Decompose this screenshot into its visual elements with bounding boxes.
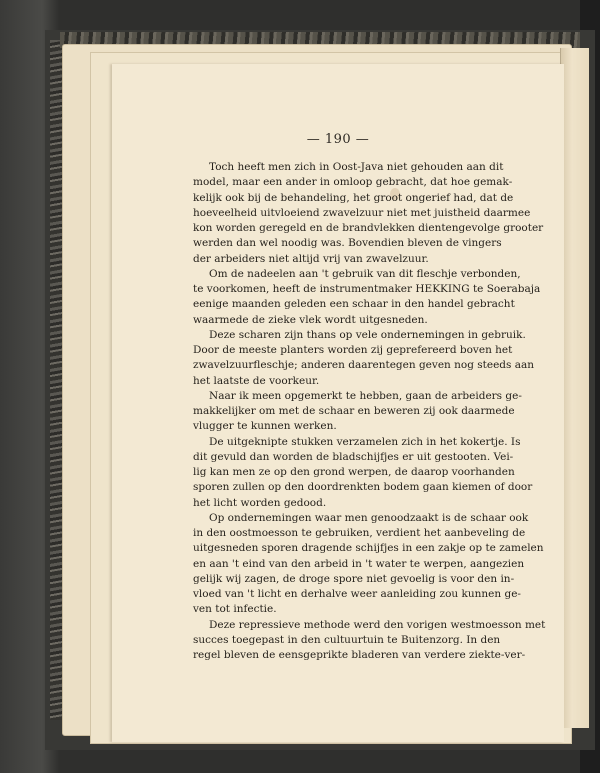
text-line: in den oostmoesson te gebruiken, verdient het aanbeveling de	[193, 527, 526, 539]
text-line: Deze repressieve methode werd den vorigen westmoesson met	[209, 618, 546, 631]
text-line: Deze scharen zijn thans op vele ondernemingen in gebruik.	[209, 328, 526, 341]
text-line: model, maar een ander in omloop gebracht, dat hoe gemak-	[193, 176, 513, 189]
text-line: succes toegepast in den cultuurtuin te Buitenzorg. In den	[193, 633, 501, 646]
text-line: vlugger te kunnen werken.	[193, 420, 337, 433]
facing-page-edge	[560, 48, 589, 728]
text-line: der arbeiders niet altijd vrij van zwavelzuur.	[193, 252, 429, 265]
text-line: makkelijker om met de schaar en beweren zij ook daarmede	[193, 405, 515, 417]
text-line: gelijk wij zagen, de droge spore niet gevoelig is voor den in-	[193, 572, 515, 585]
text-line: Naar ik meen opgemerkt te hebben, gaan de arbeiders ge-	[209, 389, 522, 402]
text-line: sporen zullen op den doordrenkten bodem gaan kiemen of door	[193, 481, 533, 494]
text-line: eenige maanden geleden een schaar in den handel gebracht	[193, 298, 515, 311]
text-line: Om de nadeelen aan 't gebruik van dit fleschje verbonden,	[209, 267, 521, 280]
text-line: het laatste de voorkeur.	[193, 374, 320, 387]
text-line: De uitgeknipte stukken verzamelen zich in het kokertje. Is	[209, 435, 521, 448]
text-line: het licht worden gedood.	[193, 496, 327, 509]
text-line: regel bleven de eensgeprikte bladeren van verdere ziekte-ver-	[193, 649, 526, 661]
body-text	[193, 160, 546, 663]
page-number: — 190 —	[306, 132, 370, 147]
text-line: te voorkomen, heeft de instrumentmaker HEKKING te Soerabaja	[193, 283, 541, 295]
text-line: ven tot infectie.	[193, 603, 277, 616]
text-line: vloed van 't licht en derhalve weer aanleiding zou kunnen ge-	[193, 588, 521, 600]
text-line: waarmede de zieke vlek wordt uitgesneden.	[193, 313, 428, 326]
text-line: kon worden geregeld en de brandvlekken dientengevolge grooter	[193, 222, 544, 234]
text-line: en aan 't eind van den arbeid in 't water te werpen, aangezien	[193, 557, 525, 570]
text-line: dit gevuld dan worden de bladschijfjes er uit gestooten. Vei-	[193, 450, 514, 463]
text-line: Op ondernemingen waar men genoodzaakt is de schaar ook	[209, 511, 529, 524]
text-line: zwavelzuurfleschje; anderen daarentegen geven nog steeds aan	[193, 359, 535, 372]
text-line: kelijk ook bij de behandeling, het groot ongerief had, dat de	[193, 191, 514, 204]
text-line: Toch heeft men zich in Oost-Java niet gehouden aan dit	[209, 161, 504, 173]
text-line: uitgesneden sporen dragende schijfjes in een zakje op te zamelen	[193, 542, 544, 555]
text-line: hoeveelheid uitvloeiend zwavelzuur niet met juistheid daarmee	[193, 206, 531, 219]
text-line: Door de meeste planters worden zij geprefereerd boven het	[193, 344, 513, 356]
text-line: werden dan wel noodig was. Bovendien bleven de vingers	[193, 237, 502, 250]
text-line: lig kan men ze op den grond werpen, de daarop voorhanden	[193, 466, 515, 478]
